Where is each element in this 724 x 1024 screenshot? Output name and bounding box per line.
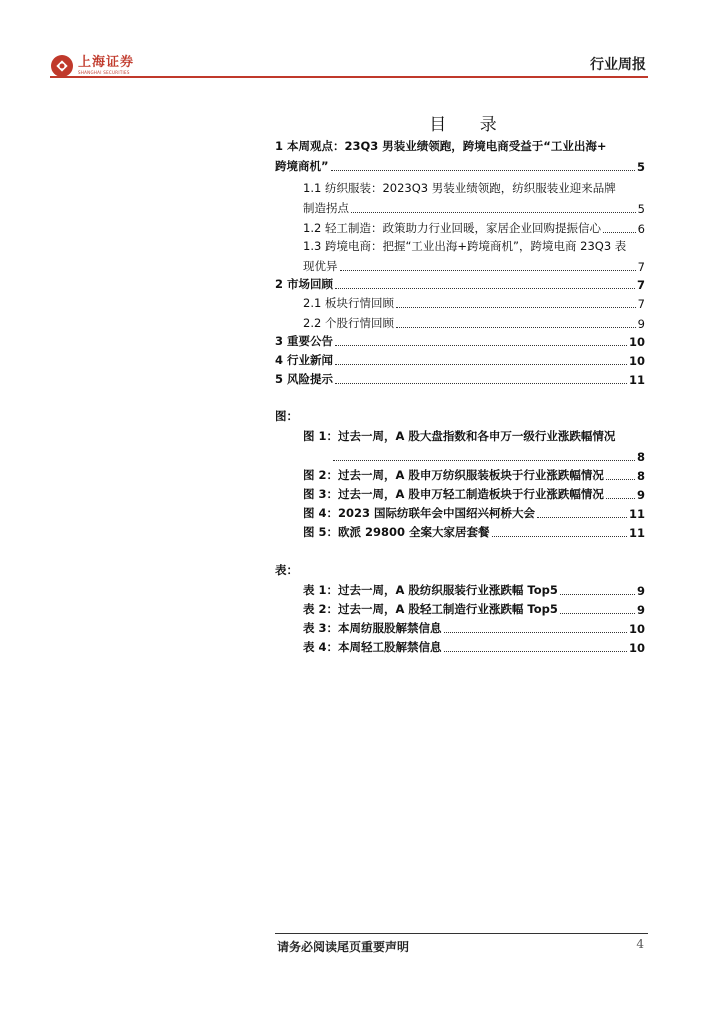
dot-leader: [444, 632, 627, 633]
page-number: 4: [636, 937, 644, 951]
toc-entry-page: 7: [637, 260, 645, 274]
toc-entry-page: 9: [637, 317, 645, 331]
figure-entry-5[interactable]: [303, 522, 645, 540]
toc-entry-2-2[interactable]: [303, 313, 645, 331]
header-divider: [50, 76, 648, 78]
toc-entry-label: 现优异: [303, 259, 338, 273]
figure-entry-label: 图 3：过去一周，A 股申万轻工制造板块于行业涨跌幅情况: [303, 487, 604, 501]
figure-entry-4[interactable]: [303, 503, 645, 521]
dot-leader: [606, 479, 635, 480]
dot-leader: [396, 327, 636, 328]
dot-leader: [335, 364, 627, 365]
table-entry-4[interactable]: [303, 637, 645, 655]
toc-entry-2[interactable]: [275, 274, 645, 292]
dot-leader: [335, 288, 635, 289]
table-entry-label: 表 4：本周轻工股解禁信息: [303, 640, 442, 654]
dot-leader: [560, 613, 635, 614]
dot-leader: [331, 170, 635, 171]
toc-entry-2-1[interactable]: [303, 293, 645, 311]
dot-leader: [335, 383, 627, 384]
toc-entry-5[interactable]: [275, 369, 645, 387]
toc-entry-label: 5 风险提示: [275, 372, 334, 386]
figure-entry-page: 11: [628, 526, 645, 540]
logo-english-name: SHANGHAI SECURITIES: [78, 70, 130, 75]
dot-leader: [335, 345, 627, 346]
table-entry-label: 表 2：过去一周，A 股轻工制造行业涨跌幅 Top5: [303, 602, 558, 616]
table-entry-3[interactable]: [303, 618, 645, 636]
figure-entry-page: 8: [636, 469, 645, 483]
figure-entry-page: 11: [628, 507, 645, 521]
toc-entry-1-1[interactable]: [303, 198, 645, 216]
company-logo-icon: [50, 54, 74, 78]
toc-entry-1-line1[interactable]: 1 本周观点：23Q3 男装业绩领跑，跨境电商受益于“工业出海+: [275, 139, 607, 153]
disclaimer-notice: 请务必阅读尾页重要声明: [277, 940, 410, 954]
toc-entry-page: 6: [637, 222, 645, 236]
toc-entry-1-3[interactable]: [303, 256, 645, 274]
figure-entry-page: 9: [636, 488, 645, 502]
toc-entry-1-3-line1[interactable]: 1.3 跨境电商：把握“工业出海+跨境商机”，跨境电商 23Q3 表: [303, 239, 627, 253]
toc-entry-label: 3 重要公告: [275, 334, 334, 348]
toc-entry-page: 10: [628, 354, 645, 368]
toc-entry-3[interactable]: [275, 331, 645, 349]
dot-leader: [492, 536, 627, 537]
dot-leader: [603, 232, 636, 233]
toc-entry-page: 5: [636, 160, 645, 174]
figures-heading: 图：: [275, 409, 298, 423]
table-entry-label: 表 1：过去一周，A 股纺织服装行业涨跌幅 Top5: [303, 583, 558, 597]
figure-entry-label: 图 2：过去一周，A 股申万纺织服装板块于行业涨跌幅情况: [303, 468, 604, 482]
company-logo: [50, 54, 134, 78]
dot-leader: [333, 460, 635, 461]
toc-entry-page: 7: [636, 278, 645, 292]
toc-entry-1[interactable]: [275, 156, 645, 174]
table-entry-page: 10: [628, 622, 645, 636]
table-entry-page: 9: [636, 603, 645, 617]
dot-leader: [560, 594, 635, 595]
footer-divider: [275, 933, 648, 934]
toc-entry-page: 10: [628, 335, 645, 349]
toc-entry-label: 制造拐点: [303, 201, 349, 215]
figure-entry-3[interactable]: [303, 484, 645, 502]
dot-leader: [340, 270, 636, 271]
toc-entry-label: 2.2 个股行情回顾: [303, 316, 394, 330]
toc-entry-label: 1.2 轻工制造：政策助力行业回暖，家居企业回购提振信心: [303, 221, 601, 235]
logo-chinese-name: 上海证券: [78, 55, 135, 70]
figure-entry-1-line1[interactable]: 图 1：过去一周，A 股大盘指数和各申万一级行业涨跌幅情况: [303, 429, 616, 443]
dot-leader: [537, 517, 627, 518]
toc-entry-page: 11: [628, 373, 645, 387]
table-entry-page: 9: [636, 584, 645, 598]
table-entry-label: 表 3：本周纺服股解禁信息: [303, 621, 442, 635]
figure-entry-label: 图 4：2023 国际纺联年会中国绍兴柯桥大会: [303, 506, 536, 520]
dot-leader: [606, 498, 635, 499]
figure-entry-page: 8: [636, 450, 645, 464]
toc-entry-page: 5: [637, 202, 645, 216]
toc-title: 目 录: [429, 115, 511, 135]
tables-heading: 表：: [275, 563, 298, 577]
table-entry-page: 10: [628, 641, 645, 655]
dot-leader: [351, 212, 636, 213]
dot-leader: [444, 651, 627, 652]
page-header: [50, 52, 648, 78]
toc-entry-1-2[interactable]: [303, 218, 645, 236]
toc-entry-label: 跨境商机”: [275, 159, 329, 173]
toc-entry-1-1-line1[interactable]: 1.1 纺织服装：2023Q3 男装业绩领跑，纺织服装业迎来品牌: [303, 181, 616, 195]
dot-leader: [396, 307, 636, 308]
figure-entry-2[interactable]: [303, 465, 645, 483]
toc-entry-label: 2.1 板块行情回顾: [303, 296, 394, 310]
table-entry-2[interactable]: [303, 599, 645, 617]
toc-entry-page: 7: [637, 297, 645, 311]
report-type-label: 行业周报: [590, 57, 646, 73]
figure-entry-label: 图 5：欧派 29800 全案大家居套餐: [303, 525, 490, 539]
figure-entry-1[interactable]: [331, 446, 645, 464]
table-entry-1[interactable]: [303, 580, 645, 598]
toc-entry-label: 4 行业新闻: [275, 353, 334, 367]
toc-entry-label: 2 市场回顾: [275, 277, 334, 291]
toc-entry-4[interactable]: [275, 350, 645, 368]
